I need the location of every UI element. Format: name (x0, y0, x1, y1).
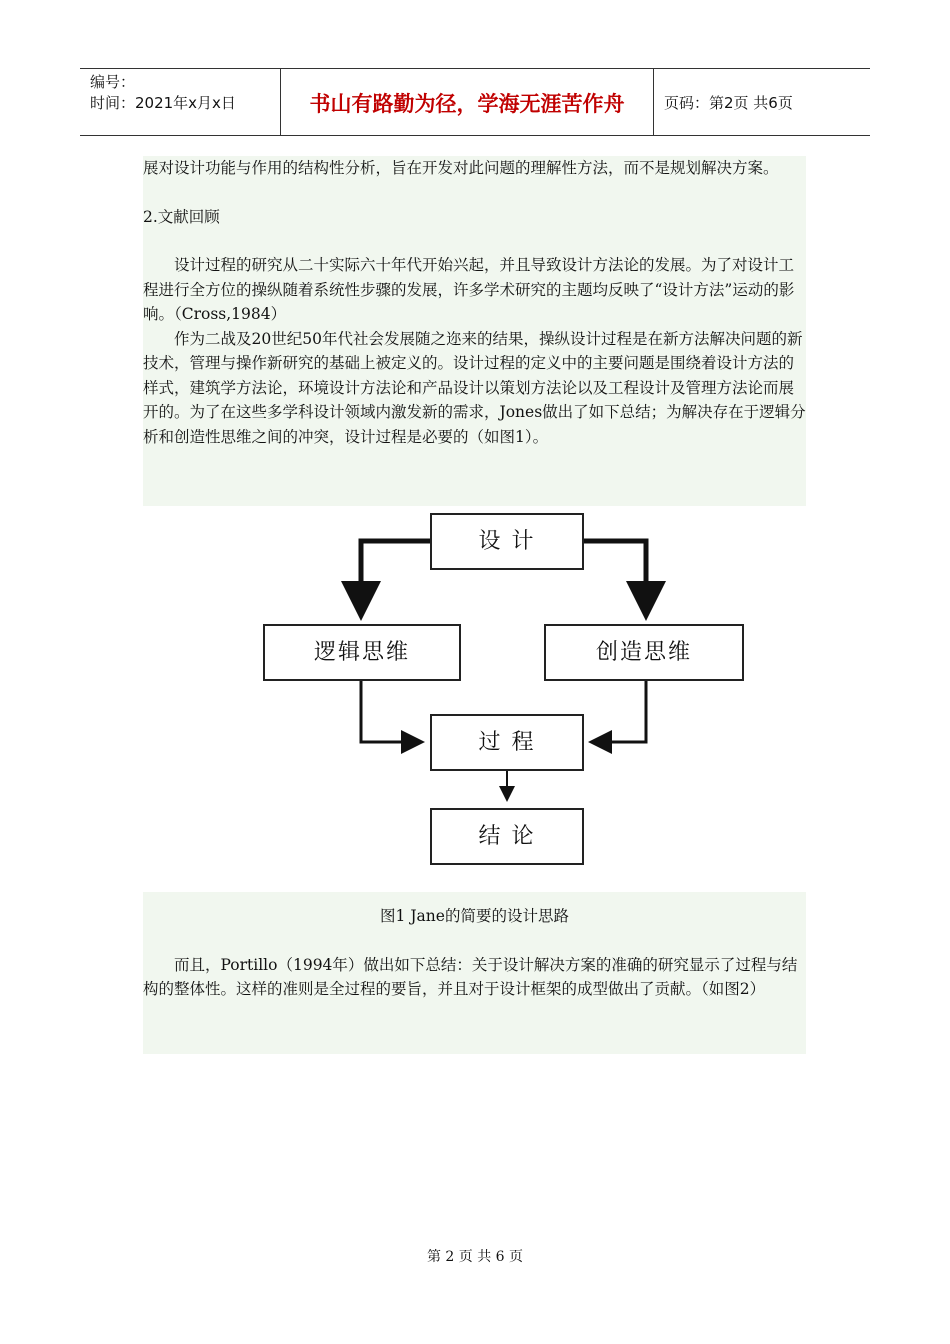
paragraph-definition: 作为二战及20世纪50年代社会发展随之迩来的结果，操纵设计过程是在新方法解决问题的新技术，管理与操作新研究的基础上被定义的。设计过程的定义中的主要问题是围绕着设计方法的样式，建筑学方法论，环境设计方法论和产品设计以策划方法论以及工程设计及管理方法论而展开的。为了在这些多学科设计领域内激发新的需求，Jones做出了如下总结；为解决存在于逻辑分析和创造性思维之间的冲突，设计过程是必要的（如图1）。 (143, 329, 806, 446)
page-footer: 第 2 页 共 6 页 (426, 1249, 524, 1265)
header-meta (80, 69, 281, 135)
paragraph-portillo: 而且，Portillo（1994年）做出如下总结：关于设计解决方案的准确的研究显示了过程与结构的整体性。这样的准则是全过程的要旨，并且对于设计框架的成型做出了贡献。（如图2） (143, 955, 798, 998)
design-flow-diagram (260, 510, 750, 870)
box-logical-thinking: 逻辑思维 (263, 624, 461, 681)
box-creative-thinking: 创造思维 (544, 624, 744, 681)
header-slogan: 书山有路勤为径，学海无涯苦作舟 (281, 69, 654, 135)
page-header (80, 68, 870, 136)
box-conclusion: 结 论 (430, 808, 584, 865)
text-block-bottom (143, 892, 806, 1054)
figure-caption: 图1 Jane的简要的设计思路 (380, 907, 569, 925)
intro-paragraph: 展对设计功能与作用的结构性分析，旨在开发对此问题的理解性方法，而不是规划解决方案。 (143, 159, 779, 177)
header-page-info: 页码：第2页 共6页 (664, 94, 793, 112)
section-heading: 2.文献回顾 (143, 207, 220, 226)
document-time-label: 时间：2021年x月x日 (90, 94, 236, 112)
arrow-design-to-creative (582, 541, 646, 616)
box-process: 过 程 (430, 714, 584, 771)
arrow-creative-to-process (591, 681, 646, 742)
arrow-logic-to-process (361, 681, 422, 742)
paragraph-history: 设计过程的研究从二十实际六十年代开始兴起，并且导致设计方法论的发展。为了对设计工程进行全方位的操纵随着系统性步骤的发展，许多学术研究的主题均反映了“设计方法”运动的影响。（Cross,1984） (143, 256, 795, 323)
box-design: 设 计 (430, 513, 584, 570)
text-block-top (143, 156, 806, 506)
document-number-label: 编号： (90, 73, 136, 91)
arrow-design-to-logic (361, 541, 432, 616)
